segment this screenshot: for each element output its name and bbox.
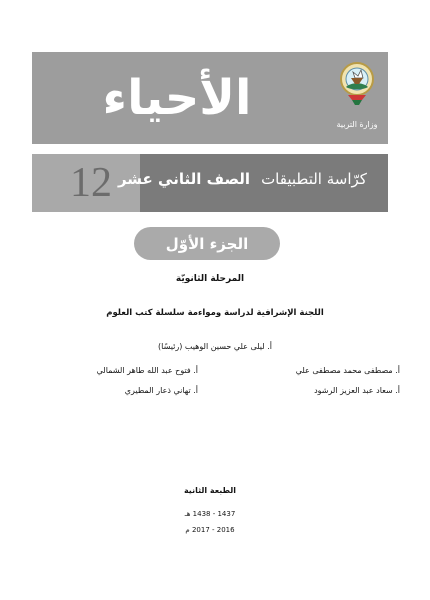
committee-member: أ. ليلى علي حسين الوهيب (رئيسًا) bbox=[158, 342, 272, 351]
ministry-logo bbox=[334, 60, 380, 136]
grade-strip bbox=[32, 154, 388, 212]
committee-member: أ. سعاد عبد العزيز الرشود bbox=[314, 386, 400, 395]
hijri-years: 1437 - 1438 هـ bbox=[184, 510, 236, 518]
stage-label: المرحلة الثانويّة bbox=[175, 274, 245, 284]
gregorian-years: 2016 - 2017 م bbox=[185, 526, 235, 534]
book-type: كرّاسة التطبيقات bbox=[261, 170, 367, 188]
state-of-kuwait-emblem-icon bbox=[337, 60, 377, 108]
grade-label: الصف الثاني عشر bbox=[117, 170, 250, 188]
book-title: الأحياء bbox=[102, 70, 252, 126]
committee-member: أ. فتوح عبد الله طاهر الشمالي bbox=[96, 366, 198, 375]
edition-label: الطبعة الثانية bbox=[183, 486, 237, 495]
committee-member: أ. تهاني ذعار المطيري bbox=[124, 386, 198, 395]
committee-title: اللجنة الإشرافية لدراسة ومواءمة سلسلة كتب العلوم bbox=[106, 308, 324, 318]
grade-number: 12 bbox=[70, 160, 112, 206]
committee-member: أ. مصطفى محمد مصطفى علي bbox=[295, 366, 400, 375]
part-badge: الجزء الأوّل bbox=[134, 227, 280, 260]
header-banner bbox=[32, 52, 388, 144]
ministry-label: وزارة التربية bbox=[336, 120, 378, 129]
